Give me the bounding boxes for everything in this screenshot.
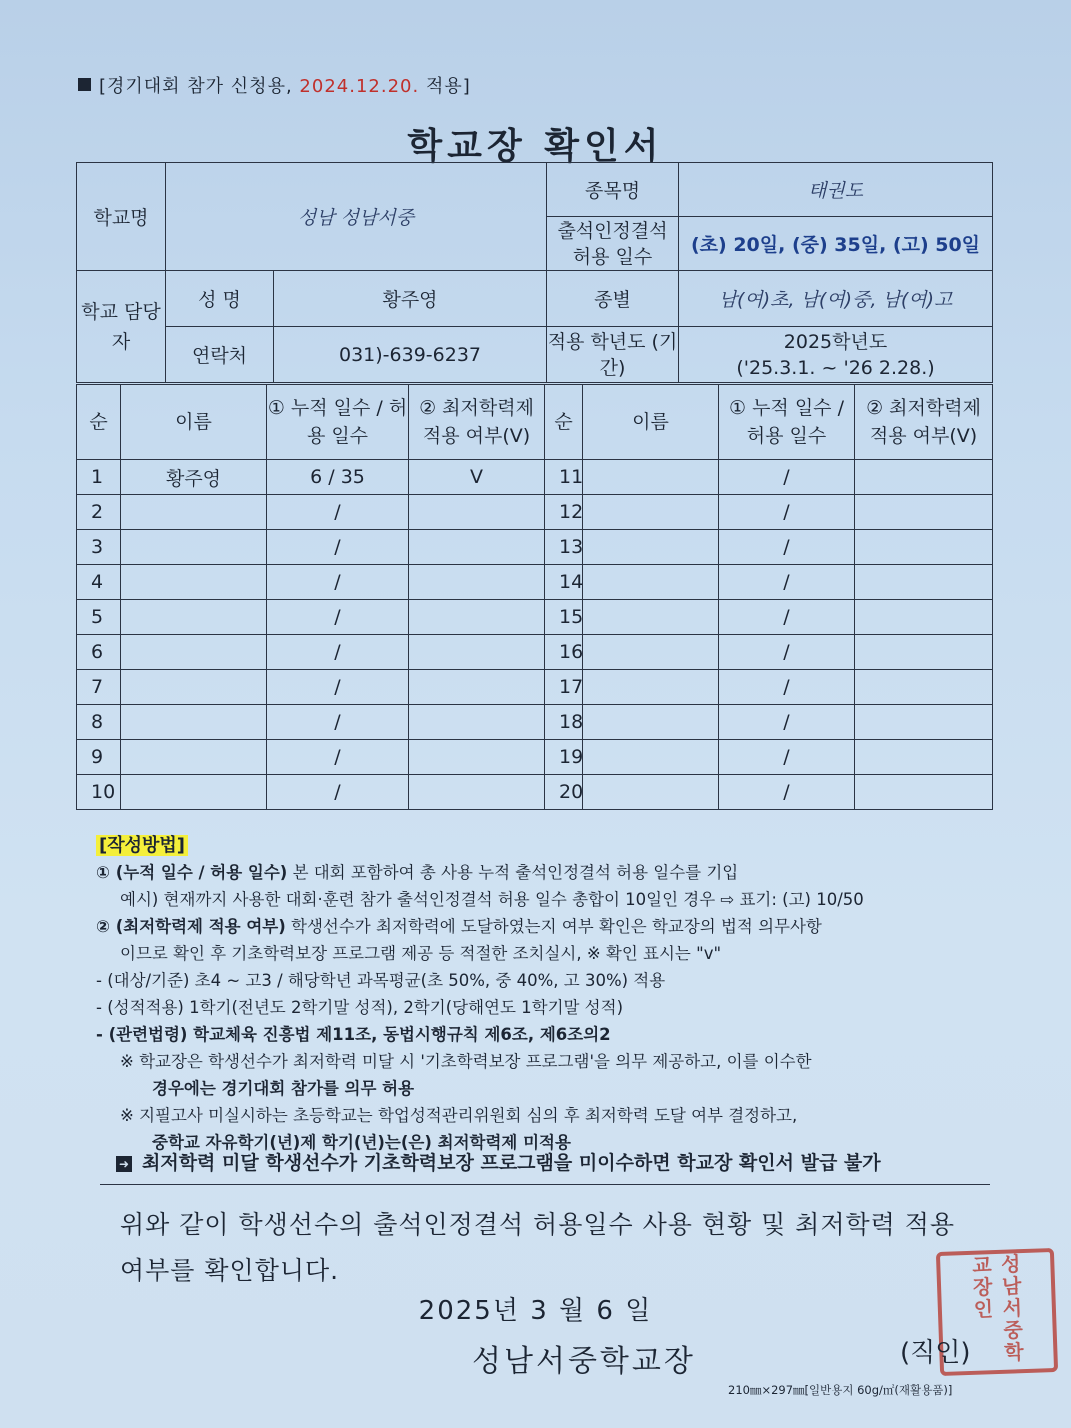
athlete-name-cell: 황주영 bbox=[121, 460, 267, 495]
name-value: 황주영 bbox=[274, 271, 547, 327]
athlete-name-cell bbox=[583, 460, 719, 495]
min-grade-check-cell bbox=[855, 740, 993, 775]
days-cell: / bbox=[719, 565, 855, 600]
days-cell: 6 / 35 bbox=[267, 460, 409, 495]
min-grade-check-cell bbox=[855, 670, 993, 705]
paper-spec: 210㎜×297㎜[일반용지 60g/㎡(재활용품)] bbox=[728, 1383, 953, 1397]
athlete-name-cell bbox=[121, 670, 267, 705]
target-criteria: - (대상/기준) 초4 ~ 고3 / 해당학년 과목평균(초 50%, 중 40%, 고 30%) 적용 bbox=[96, 971, 666, 990]
row-number: 6 bbox=[77, 635, 121, 670]
year-value: 2025학년도 bbox=[783, 330, 888, 353]
col-min-left: ② 최저학력제 적용 여부(V) bbox=[409, 385, 545, 460]
col-no-right: 순 bbox=[545, 385, 583, 460]
min-grade-check-cell bbox=[855, 705, 993, 740]
instructions: [작성방법] ① (누적 일수 / 허용 일수) 본 대회 포함하여 총 사용 누적 출석인정결석 허용 일수를 기입 예시) 현재까지 사용한 대회·훈련 참가 출석인정결석 허용 일수 총합이 10일인 경우 ⇨ 표기: (고) 10/50 ② (최저학력제 적용 여부) 학생선수가 최저학력에 도달하였는지 여부 확인은 학교장의 법적 의무사항 이므로 확인 후 기초학력보장 프로그램 제공 등 적절한 조치실시, ※ 확인 표시는 "v" - (대상/기준) 초4 ~ 고3 / 해당학년 과목평균(초 50%, 중 40%, 고 30%) 적용 - (성적적용) 1학기(전년도 2학기말 성적), 2학기(당해연도 1학기말 성적) - (관련법령) 학교체육 진흥법 제11조, 동법시행규칙 제6조, 제6조의2 ※ 학교장은 학생선수가 최저학력 미달 시 '기초학력보장 프로그램'을 의무 제공하고, 이를 이수한 경우에는 경기대회 참가를 의무 허용 ※ 지필고사 미실시하는 초등학교는 학업성적관리위원회 심의 후 최저학력 도달 여부 결정하고, 중학교 자유학기(년)제 학기(년)는(은) 최저학력제 미적용 bbox=[96, 832, 996, 1156]
min-grade-check-cell bbox=[409, 705, 545, 740]
issue-date: 2025년 3 월 6 일 bbox=[418, 1296, 653, 1326]
athlete-name-cell bbox=[583, 635, 719, 670]
days-cell: / bbox=[719, 670, 855, 705]
athlete-name-cell bbox=[583, 600, 719, 635]
row-number: 1 bbox=[77, 460, 121, 495]
days-cell: / bbox=[267, 635, 409, 670]
square-bullet-icon bbox=[78, 78, 91, 91]
athlete-name-cell bbox=[583, 740, 719, 775]
athlete-name-cell bbox=[583, 670, 719, 705]
athlete-name-cell bbox=[121, 530, 267, 565]
form-usage-note: [경기대회 참가 신청용, 2024.12.20. 적용] bbox=[78, 72, 471, 98]
row-number: 16 bbox=[545, 635, 583, 670]
days-cell: / bbox=[267, 740, 409, 775]
row-number: 9 bbox=[77, 740, 121, 775]
table-row bbox=[77, 670, 993, 705]
min-grade-check-cell bbox=[855, 635, 993, 670]
school-label: 학교명 bbox=[77, 163, 166, 271]
divider bbox=[100, 1184, 990, 1185]
sport-value: 태권도 bbox=[679, 163, 993, 217]
row-number: 20 bbox=[545, 775, 583, 810]
related-laws: - (관련법령) 학교체육 진흥법 제11조, 동법시행규칙 제6조, 제6조의2 bbox=[96, 1025, 611, 1044]
col-name-right: 이름 bbox=[583, 385, 719, 460]
row-number: 18 bbox=[545, 705, 583, 740]
days-cell: / bbox=[267, 530, 409, 565]
days-cell: / bbox=[719, 495, 855, 530]
example-line: 예시) 현재까지 사용한 대회·훈련 참가 출석인정결석 허용 일수 총합이 10일인 경우 ⇨ 표기: (고) 10/50 bbox=[120, 890, 864, 909]
min-grade-check-cell bbox=[855, 565, 993, 600]
athlete-name-cell bbox=[121, 495, 267, 530]
col-days-right: ① 누적 일수 / 허용 일수 bbox=[719, 385, 855, 460]
category-value: 남(여)초, 남(여)중, 남(여)고 bbox=[679, 271, 993, 327]
min-grade-check-cell bbox=[409, 600, 545, 635]
min-grade-check-cell bbox=[409, 565, 545, 600]
athlete-name-cell bbox=[121, 705, 267, 740]
min-grade-check-cell bbox=[855, 460, 993, 495]
days-cell: / bbox=[267, 670, 409, 705]
days-cell: / bbox=[719, 775, 855, 810]
min-grade-check-cell bbox=[855, 775, 993, 810]
arrow-box-icon: ➜ bbox=[116, 1156, 132, 1172]
min-grade-check-cell bbox=[409, 530, 545, 565]
grade-application: - (성적적용) 1학기(전년도 2학기말 성적), 2학기(당해연도 1학기말 성적) bbox=[96, 998, 624, 1017]
athlete-name-cell bbox=[583, 565, 719, 600]
days-cell: / bbox=[719, 530, 855, 565]
row-number: 11 bbox=[545, 460, 583, 495]
contact-label: 연락처 bbox=[166, 327, 274, 383]
min-grade-check-cell bbox=[409, 775, 545, 810]
document-title: 학교장 확인서 bbox=[407, 126, 664, 167]
table-row bbox=[77, 495, 993, 530]
col-name-left: 이름 bbox=[121, 385, 267, 460]
row-number: 7 bbox=[77, 670, 121, 705]
days-cell: / bbox=[719, 705, 855, 740]
days-cell: / bbox=[267, 600, 409, 635]
manager-label: 학교 담당자 bbox=[77, 271, 166, 383]
category-label: 종별 bbox=[547, 271, 679, 327]
confirmation-statement: 위와 같이 학생선수의 출석인정결석 허용일수 사용 현황 및 최저학력 적용 여부를 확인합니다. bbox=[120, 1210, 956, 1285]
athlete-name-cell bbox=[583, 705, 719, 740]
col-days-left: ① 누적 일수 / 허용 일수 bbox=[267, 385, 409, 460]
issuance-notice: ➜ 최저학력 미달 학생선수가 기초학력보장 프로그램을 미이수하면 학교장 확인서 발급 불가 bbox=[116, 1148, 881, 1175]
days-cell: / bbox=[267, 775, 409, 810]
min-grade-check-cell bbox=[409, 740, 545, 775]
info-table bbox=[76, 162, 993, 383]
table-row bbox=[77, 565, 993, 600]
row-number: 13 bbox=[545, 530, 583, 565]
row-number: 5 bbox=[77, 600, 121, 635]
table-row bbox=[77, 530, 993, 565]
official-seal-stamp: 성남서중학교장인 bbox=[936, 1248, 1058, 1376]
athlete-name-cell bbox=[583, 495, 719, 530]
row-number: 3 bbox=[77, 530, 121, 565]
school-value: 성남 성남서중 bbox=[166, 163, 547, 271]
row-number: 10 bbox=[77, 775, 121, 810]
row-number: 12 bbox=[545, 495, 583, 530]
athlete-name-cell bbox=[583, 530, 719, 565]
contact-value: 031)-639-6237 bbox=[274, 327, 547, 383]
athlete-name-cell bbox=[121, 565, 267, 600]
table-row bbox=[77, 600, 993, 635]
athlete-record-table bbox=[76, 384, 993, 810]
days-cell: / bbox=[719, 600, 855, 635]
table-row bbox=[77, 775, 993, 810]
table-row bbox=[77, 740, 993, 775]
table-row bbox=[77, 635, 993, 670]
col-no-left: 순 bbox=[77, 385, 121, 460]
sport-label: 종목명 bbox=[547, 163, 679, 217]
athlete-name-cell bbox=[121, 600, 267, 635]
table-row bbox=[77, 705, 993, 740]
row-number: 19 bbox=[545, 740, 583, 775]
table-row bbox=[77, 460, 993, 495]
absence-label: 출석인정결석 허용 일수 bbox=[547, 217, 679, 271]
year-cell bbox=[679, 327, 993, 383]
row-number: 15 bbox=[545, 600, 583, 635]
row-number: 2 bbox=[77, 495, 121, 530]
min-grade-check-cell bbox=[855, 495, 993, 530]
row-number: 8 bbox=[77, 705, 121, 740]
min-grade-check-cell bbox=[409, 670, 545, 705]
min-grade-check-cell bbox=[855, 530, 993, 565]
days-cell: / bbox=[267, 705, 409, 740]
min-grade-check-cell bbox=[409, 635, 545, 670]
absence-value: (초) 20일, (중) 35일, (고) 50일 bbox=[679, 217, 993, 271]
min-grade-check-cell: V bbox=[409, 460, 545, 495]
col-min-right: ② 최저학력제 적용 여부(V) bbox=[855, 385, 993, 460]
year-label: 적용 학년도 (기간) bbox=[547, 327, 679, 383]
days-cell: / bbox=[267, 495, 409, 530]
name-label: 성 명 bbox=[166, 271, 274, 327]
principal-signature: 성남서중학교장 bbox=[472, 1344, 696, 1379]
athlete-name-cell bbox=[121, 740, 267, 775]
seal-label: (직인) bbox=[900, 1338, 971, 1368]
days-cell: / bbox=[719, 635, 855, 670]
row-number: 14 bbox=[545, 565, 583, 600]
athlete-name-cell bbox=[121, 635, 267, 670]
min-grade-check-cell bbox=[409, 495, 545, 530]
row-number: 4 bbox=[77, 565, 121, 600]
days-cell: / bbox=[719, 460, 855, 495]
year-period: ('25.3.1. ~ '26 2.28.) bbox=[736, 356, 935, 379]
athlete-name-cell bbox=[121, 775, 267, 810]
days-cell: / bbox=[267, 565, 409, 600]
instructions-heading: [작성방법] bbox=[96, 835, 188, 856]
athlete-name-cell bbox=[583, 775, 719, 810]
days-cell: / bbox=[719, 740, 855, 775]
min-grade-check-cell bbox=[855, 600, 993, 635]
row-number: 17 bbox=[545, 670, 583, 705]
